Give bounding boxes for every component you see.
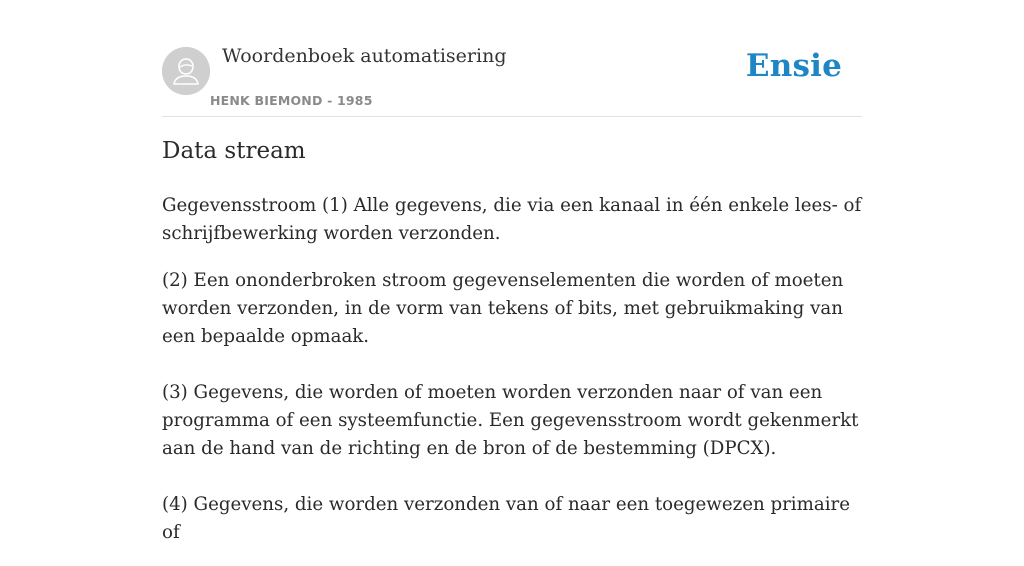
brand-logo[interactable]: Ensie <box>745 48 842 84</box>
user-silhouette-icon <box>162 47 210 95</box>
book-title[interactable]: Woordenboek automatisering <box>222 45 507 67</box>
definition-paragraph: Gegevensstroom (1) Alle gegevens, die via een kanaal in één enkele lees- of schrijfbewerking worden verzonden. <box>162 195 862 244</box>
definition-paragraph: (2) Een ononderbroken stroom gegevenselementen die worden of moeten worden verzonden, in de vorm van tekens of bits, met gebruikmaking van een bepaalde opmaak. <box>162 270 844 347</box>
author-byline[interactable]: HENK BIEMOND - 1985 <box>210 93 373 108</box>
definition-paragraph: (4) Gegevens, die worden verzonden van of naar een toegewezen primaire of <box>162 494 850 543</box>
definition-body <box>162 192 872 566</box>
author-avatar[interactable] <box>162 47 210 95</box>
entry-title: Data stream <box>162 138 306 164</box>
definition-paragraph: (3) Gegevens, die worden of moeten worden verzonden naar of van een programma of een systeemfunctie. Een gegevensstroom wordt gekenmerkt aan de hand van de richting en de bron of de bestemming (DPCX). <box>162 382 859 459</box>
header <box>162 0 862 117</box>
page-container <box>162 0 862 543</box>
